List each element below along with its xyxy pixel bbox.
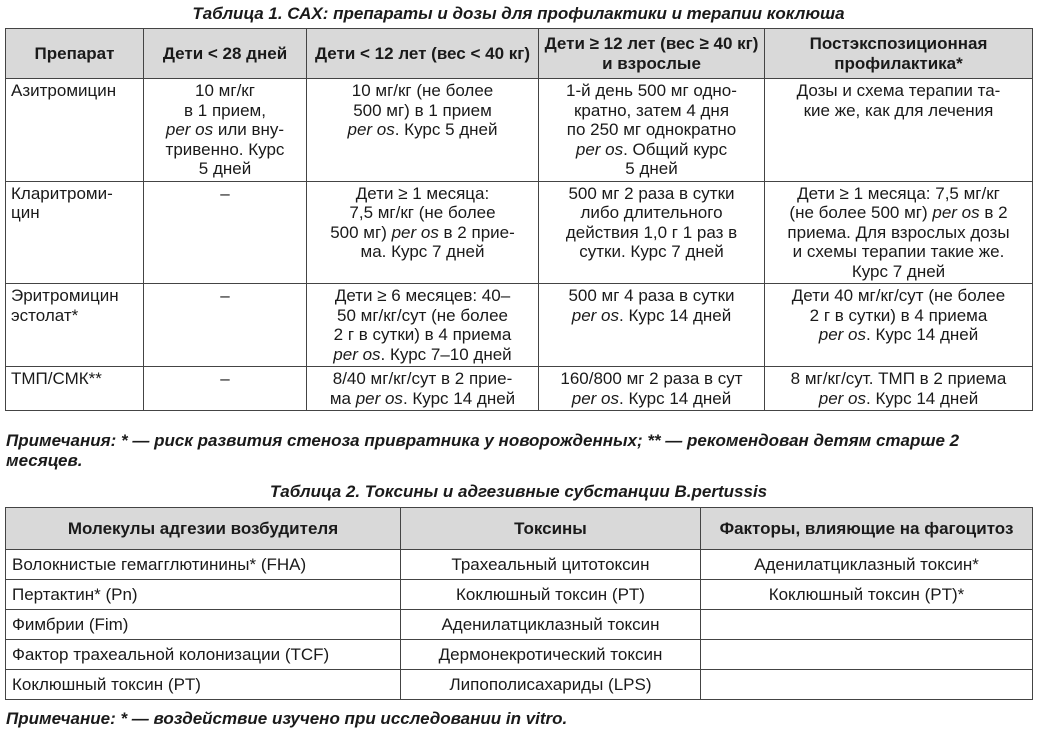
cell-drug: Эритромицин эстолат* [6,284,144,367]
cell-post-exposure: Дети 40 мг/кг/сут (не более 2 г в сутки) в 4 приема per os. Курс 14 дней [765,284,1033,367]
t2-header-toxins: Токсины [401,508,701,550]
cell-children-over-12-adults: 500 мг 2 раза в сутки либо длительного действия 1,0 г 1 раз в сутки. Курс 7 дней [539,181,765,284]
cell-toxin: Дермонекротический токсин [401,640,701,670]
table-row [6,367,1033,411]
table-row [6,640,1033,670]
cell-phagocytosis-factor [701,640,1033,670]
cell-adhesion-molecule: Фактор трахеальной колонизации (TCF) [6,640,401,670]
cell-children-under-12: 8/40 мг/кг/сут в 2 прие- ма per os. Курс 14 дней [307,367,539,411]
table-row [6,550,1033,580]
cell-neonates: – [144,367,307,411]
cell-toxin: Коклюшный токсин (PT) [401,580,701,610]
cell-post-exposure: Дети ≥ 1 месяца: 7,5 мг/кг (не более 500 мг) per os в 2 приема. Для взрослых дозы и схемы терапии такие же. Курс 7 дней [765,181,1033,284]
t1-header-children-over-12-adults: Дети ≥ 12 лет (вес ≥ 40 кг) и взрослые [539,29,765,79]
cell-adhesion-molecule: Коклюшный токсин (PT) [6,670,401,700]
cell-neonates: 10 мг/кг в 1 прием, per os или вну- тривенно. Курс 5 дней [144,79,307,182]
cell-adhesion-molecule: Волокнистые гемагглютинины* (FHA) [6,550,401,580]
t1-header-drug: Препарат [6,29,144,79]
table1-caption: Таблица 1. САХ: препараты и дозы для профилактики и терапии коклюша [192,4,845,23]
cell-adhesion-molecule: Фимбрии (Fim) [6,610,401,640]
cell-phagocytosis-factor [701,670,1033,700]
table2-note: Примечание: * — воздействие изучено при исследовании in vitro. [6,709,568,728]
cell-toxin: Липополисахариды (LPS) [401,670,701,700]
cell-drug: ТМП/СМК** [6,367,144,411]
cell-children-under-12: 10 мг/кг (не более 500 мг) в 1 прием per os. Курс 5 дней [307,79,539,182]
table-row [6,181,1033,284]
cell-toxin: Трахеальный цитотоксин [401,550,701,580]
cell-children-under-12: Дети ≥ 1 месяца: 7,5 мг/кг (не более 500 мг) per os в 2 прие- ма. Курс 7 дней [307,181,539,284]
cell-children-under-12: Дети ≥ 6 месяцев: 40– 50 мг/кг/сут (не более 2 г в сутки) в 4 приема per os. Курс 7–10 дней [307,284,539,367]
t2-header-adhesion: Молекулы адгезии возбудителя [6,508,401,550]
t1-header-post-exposure: Постэкспозиционная профилактика* [765,29,1033,79]
table2-caption: Таблица 2. Токсины и адгезивные субстанции B.pertussis [269,482,768,501]
cell-adhesion-molecule: Пертактин* (Pn) [6,580,401,610]
t1-header-neonates: Дети < 28 дней [144,29,307,79]
cell-neonates: – [144,284,307,367]
cell-post-exposure: Дозы и схема терапии та- кие же, как для лечения [765,79,1033,182]
cell-phagocytosis-factor: Коклюшный токсин (PT)* [701,580,1033,610]
cell-post-exposure: 8 мг/кг/сут. ТМП в 2 приема per os. Курс 14 дней [765,367,1033,411]
cell-drug: Кларитроми- цин [6,181,144,284]
cell-neonates: – [144,181,307,284]
t1-header-children-under-12: Дети < 12 лет (вес < 40 кг) [307,29,539,79]
cell-children-over-12-adults: 500 мг 4 раза в сутки per os. Курс 14 дней [539,284,765,367]
table1-note: Примечания: * — риск развития стеноза привратника у новорожденных; ** — рекомендован детям старше 2 месяцев. [6,431,960,470]
cell-children-over-12-adults: 160/800 мг 2 раза в сут per os. Курс 14 дней [539,367,765,411]
cell-drug: Азитромицин [6,79,144,182]
cell-phagocytosis-factor: Аденилатциклазный токсин* [701,550,1033,580]
table-row [6,670,1033,700]
table1 [5,28,1033,411]
table-row [6,610,1033,640]
t2-header-phagocytosis: Факторы, влияющие на фагоцитоз [701,508,1033,550]
table-row [6,79,1033,182]
cell-children-over-12-adults: 1-й день 500 мг одно- кратно, затем 4 дня по 250 мг однократно per os. Общий курс 5 дней [539,79,765,182]
cell-toxin: Аденилатциклазный токсин [401,610,701,640]
table-row [6,580,1033,610]
cell-phagocytosis-factor [701,610,1033,640]
table2 [5,507,1033,700]
table-row [6,284,1033,367]
